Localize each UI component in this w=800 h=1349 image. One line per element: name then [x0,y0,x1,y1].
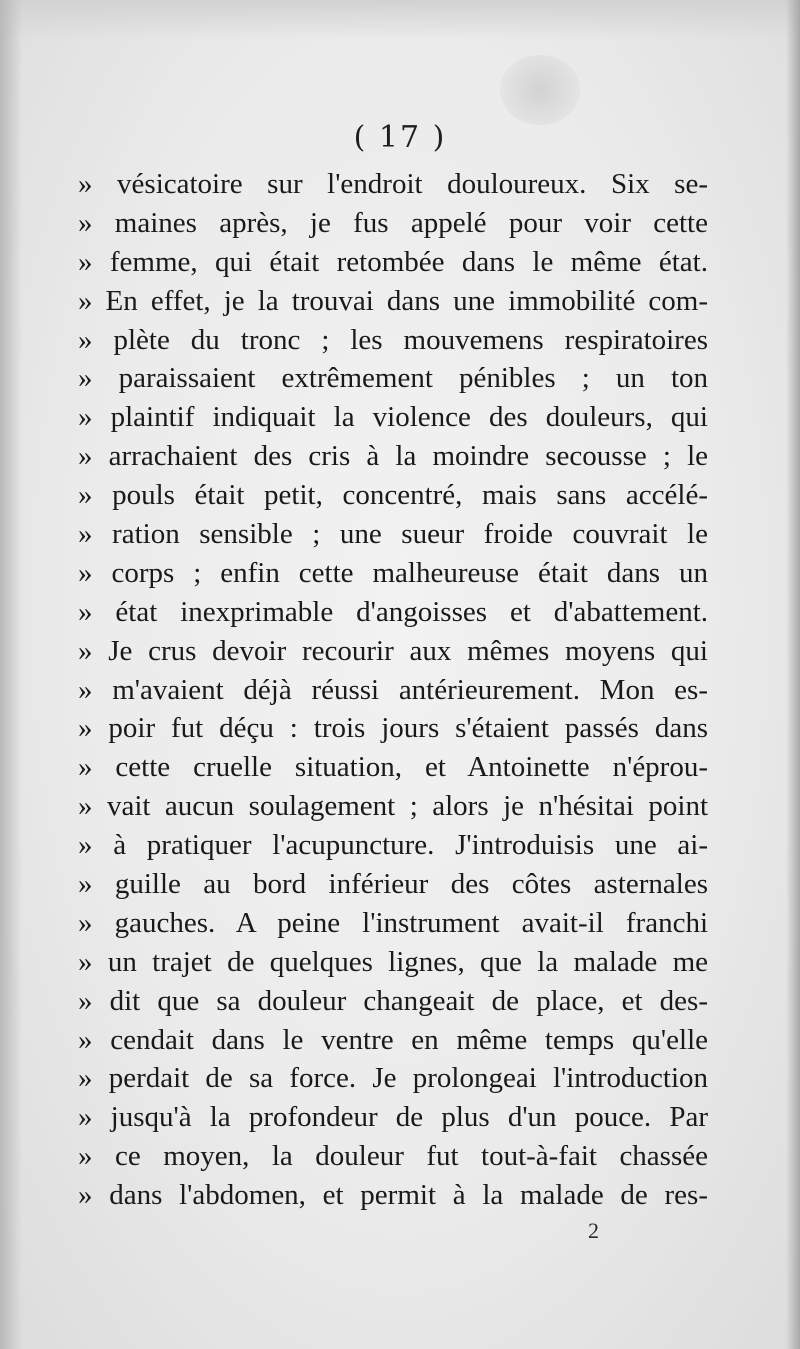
text-line: » état inexprimable d'angoisses et d'abattement. [78,595,708,628]
text-line: » un trajet de quelques lignes, que la malade me [78,945,708,978]
text-line: » corps ; enfin cette malheureuse était dans un [78,556,708,589]
text-line: » perdait de sa force. Je prolongeai l'introduction [78,1062,708,1095]
page-number: ( 17 ) [353,120,447,155]
text-line: » En effet, je la trouvai dans une immobilité com- [78,284,708,317]
text-line: » dit que sa douleur changeait de place, et des- [78,984,708,1017]
signature-mark: 2 [588,1218,599,1243]
text-line: » plète du tronc ; les mouvemens respiratoires [78,323,708,356]
text-line: » Je crus devoir recourir aux mêmes moyens qui [78,634,708,667]
text-line: » paraissaient extrêmement pénibles ; un ton [78,362,708,395]
page-shadow-right [786,0,800,1349]
paper-stain [500,55,580,125]
text-line: » cendait dans le ventre en même temps qu'elle [78,1023,708,1056]
text-line: » ce moyen, la douleur fut tout-à-fait chassée [78,1140,708,1173]
text-line: » vésicatoire sur l'endroit douloureux. Six se- [78,168,708,200]
text-line: » pouls était petit, concentré, mais sans accélé- [78,479,708,512]
text-line: » arrachaient des cris à la moindre secousse ; le [78,440,708,473]
text-line: » à pratiquer l'acupuncture. J'introduisis une ai- [78,829,708,862]
page-shadow-left [0,0,22,1349]
page-shadow-top [0,0,800,40]
text-line: » guille au bord inférieur des côtes asternales [78,868,708,901]
text-line: » maines après, je fus appelé pour voir cette [78,206,708,239]
text-line: » ration sensible ; une sueur froide couvrait le [78,518,708,551]
body-text [78,165,708,1215]
text-line: » vait aucun soulagement ; alors je n'hésitai point [78,790,708,823]
text-line: » jusqu'à la profondeur de plus d'un pouce. Par [78,1101,708,1134]
text-line: » m'avaient déjà réussi antérieurement. Mon es- [78,673,708,706]
text-line: » cette cruelle situation, et Antoinette n'éprou- [78,751,708,784]
text-line: » femme, qui était retombée dans le même état. [78,245,708,278]
text-line: » poir fut déçu : trois jours s'étaient passés dans [78,712,708,745]
text-line: » plaintif indiquait la violence des douleurs, qui [78,401,708,434]
text-line: » dans l'abdomen, et permit à la malade de res- [78,1179,708,1212]
text-line: » gauches. A peine l'instrument avait-il franchi [78,906,708,939]
